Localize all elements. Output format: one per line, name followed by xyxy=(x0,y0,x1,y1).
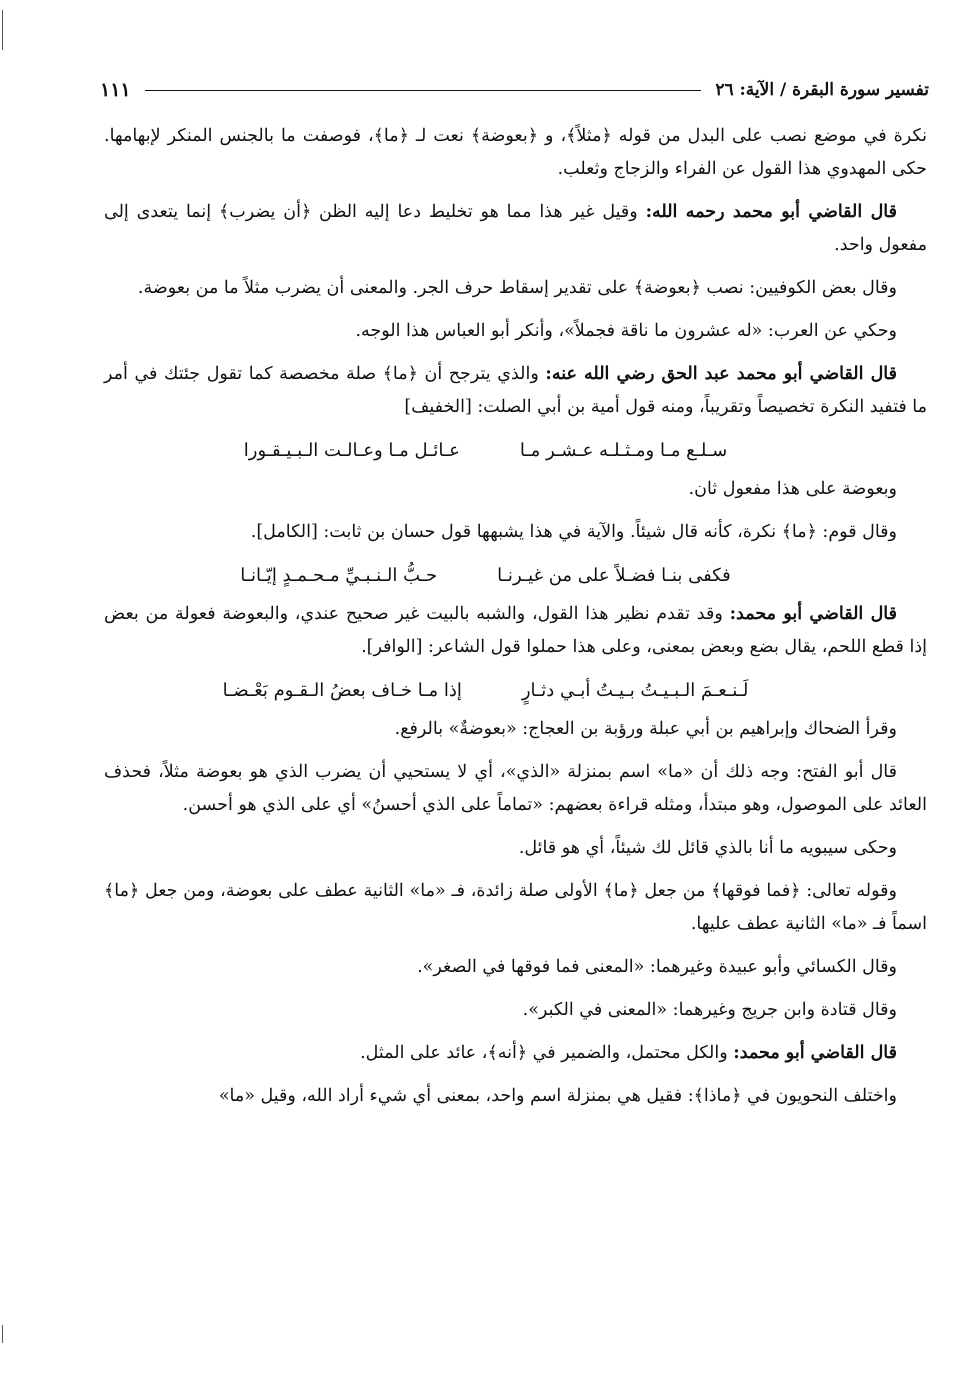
speaker-lead: قال القاضي أبو محمد رحمه الله: xyxy=(645,202,897,222)
poem-verse xyxy=(104,434,927,467)
paragraph: وحكي عن العرب: «له عشرون ما ناقة فجملاً»، وأنكر أبو العباس هذا الوجه. xyxy=(355,321,897,341)
scan-edge-mark xyxy=(2,10,3,50)
paragraph: وقال الكسائي وأبو عبيدة وغيرهما: «المعنى فما فوقها في الصغر». xyxy=(417,957,897,977)
running-header xyxy=(100,72,929,108)
page-body xyxy=(104,120,927,1123)
speaker-lead: قال القاضي أبو محمد عبد الحق رضي الله عنه: xyxy=(545,364,897,384)
verse-second-hemistich: عـائـل مـا وعـالـت الـبـيـقـورا xyxy=(243,440,460,461)
paragraph-text: والكل محتمل، والضمير في ﴿أنه﴾، عائد على المثل. xyxy=(360,1043,734,1063)
paragraph: وبعوضة على هذا مفعول ثان. xyxy=(688,479,897,499)
paragraph: وقوله تعالى: ﴿فما فوقها﴾ من جعل ﴿ما﴾ الأولى صلة زائدة، فـ «ما» الثانية عطف على بعوضة، ومن جعل ﴿ما﴾ اسماً فـ «ما» الثانية عطف عليها. xyxy=(104,881,927,934)
verse-first-hemistich: سـلـع مـا ومـثـلـه عـشـر مـا xyxy=(519,440,728,461)
paragraph xyxy=(104,598,927,664)
paragraph-text: وقيل غير هذا مما هو تخليط دعا إليه الظن ﴿أن يضرب﴾ إنما يتعدى إلى مفعول واحد. xyxy=(104,202,927,255)
header-title: تفسير سورة البقرة / الآية: ٢٦ xyxy=(715,80,929,100)
paragraph: وقال بعض الكوفيين: نصب ﴿بعوضة﴾ على تقدير إسقاط حرف الجر. والمعنى أن يضرب مثلاً ما من بعوضة. xyxy=(137,278,897,298)
poem-verse xyxy=(104,674,927,707)
paragraph: قال أبو الفتح: وجه ذلك أن «ما» اسم بمنزلة «الذي»، أي لا يستحيي أن يضرب الذي هو بعوضة مثلاً، فحذف العائد على الموصول، وهو مبتدأ، ومثله قراءة بعضهم: «تماماً على الذي أحسنُ» أي على الذي هو أحسن. xyxy=(104,762,927,815)
paragraph-text: وقد تقدم نظير هذا القول، والشبه بالبيت غير صحيح عندي، والبعوضة فعولة من بعض إذا قطع اللحم، يقال بضع وبعض بمعنى، وعلى هذا حملوا قول الشاعر: [الوافر]. xyxy=(104,604,927,657)
verse-second-hemistich: حـبُّ الـنـبـيِّ مـحـمـدٍ إيّـانـا xyxy=(240,565,438,586)
paragraph: نكرة في موضع نصب على البدل من قوله ﴿مثلاً﴾، و ﴿بعوضة﴾ نعت لـ ﴿ما﴾، فوصفت ما بالجنس المنكر لإبهامها. حكى المهدوي هذا القول عن الفراء والزجاج وثعلب. xyxy=(104,126,927,179)
paragraph xyxy=(104,358,927,424)
paragraph: وحكى سيبويه ما أنا بالذي قائل لك شيئاً، أي هو قائل. xyxy=(518,838,897,858)
paragraph: واختلف النحويون في ﴿ماذا﴾: فقيل هي بمنزلة اسم واحد، بمعنى أي شيء أراد الله، وقيل «ما» xyxy=(218,1086,897,1106)
verse-first-hemistich: لَـنـعـمَ الـبـيـتُ بـيـتُ أبـي دثـارٍ xyxy=(521,680,749,701)
paragraph: وقال قوم: ﴿ما﴾ نكرة، كأنه قال شيئاً. والآية في هذا يشبهها قول حسان بن ثابت: [الكامل]. xyxy=(250,522,897,542)
speaker-lead: قال القاضي أبو محمد: xyxy=(733,1043,897,1063)
paragraph: وقال قتادة وابن جريج وغيرهما: «المعنى في الكبر». xyxy=(522,1000,897,1020)
paragraph xyxy=(104,196,927,262)
verse-first-hemistich: فكفى بنـا فضـلاً على من غيـرنـا xyxy=(497,565,731,586)
paragraph xyxy=(104,1037,927,1070)
poem-verse xyxy=(104,559,927,592)
page-number: ١١١ xyxy=(100,79,131,101)
verse-second-hemistich: إذا مـا خـاف بعضُ الـقـوم بَعْـضـا xyxy=(222,680,462,701)
header-rule xyxy=(145,90,702,91)
scan-edge-mark xyxy=(2,1325,3,1343)
paragraph-text: والذي يترجح أن ﴿ما﴾ صلة مخصصة كما تقول جئتك في أمر ما فتفيد النكرة تخصيصاً وتقريباً، ومنه قول أمية بن أبي الصلت: [الخفيف] xyxy=(104,364,927,417)
paragraph: وقرأ الضحاك وإبراهيم بن أبي عبلة ورؤبة بن العجاج: «بعوضةٌ» بالرفع. xyxy=(394,719,897,739)
speaker-lead: قال القاضي أبو محمد: xyxy=(729,604,897,624)
